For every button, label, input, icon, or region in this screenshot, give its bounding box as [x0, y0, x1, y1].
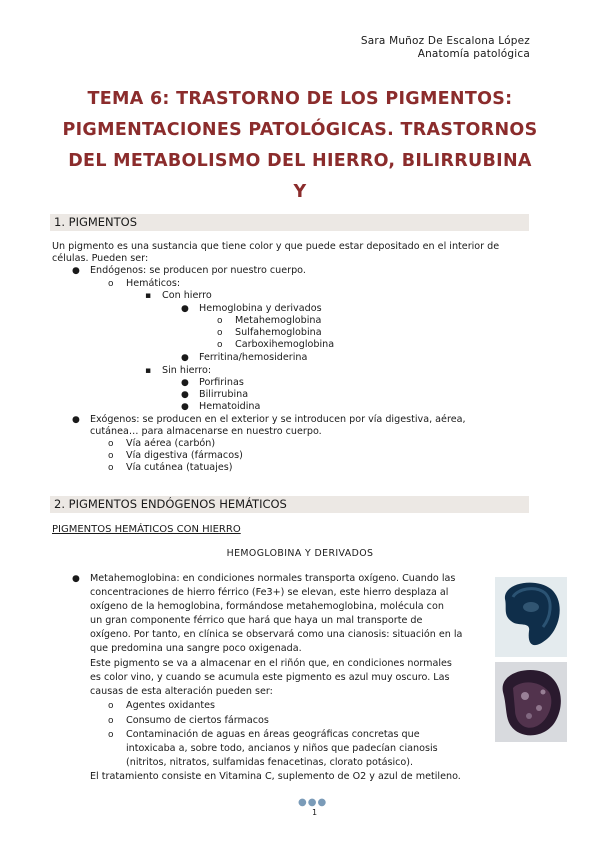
- list-item: Vía cutánea (tatuajes): [126, 462, 233, 473]
- square-bullet-icon: ▪: [145, 366, 152, 376]
- square-bullet-icon: ▪: [145, 291, 152, 301]
- list-item: Vía digestiva (fármacos): [126, 450, 243, 461]
- circle-bullet-icon: o: [108, 701, 114, 711]
- page-number: 1: [312, 808, 318, 817]
- list-item: Endógenos: se producen por nuestro cuerpo.: [90, 265, 306, 276]
- list-item: Ferritina/hemosiderina: [199, 352, 308, 363]
- text-line: El tratamiento consiste en Vitamina C, suplemento de O2 y azul de metileno.: [90, 771, 461, 782]
- list-item: Bilirrubina: [199, 389, 249, 400]
- list-item: Metahemoglobina: [235, 315, 322, 326]
- text-line: oxígeno de la hemoglobina, formándose metahemoglobina, molécula con: [90, 601, 444, 612]
- bullet-icon: ●: [181, 390, 189, 400]
- bullet-icon: ●: [181, 304, 189, 314]
- bullet-icon: ●: [181, 378, 189, 388]
- circle-bullet-icon: o: [108, 716, 114, 726]
- centered-heading: HEMOGLOBINA Y DERIVADOS: [226, 548, 374, 559]
- text-line: causas de esta alteración pueden ser:: [90, 686, 273, 697]
- circle-bullet-icon: o: [108, 279, 114, 289]
- bullet-icon: ●: [181, 402, 189, 412]
- page-dots-ornament: ●●●: [298, 797, 328, 808]
- list-item: Vía aérea (carbón): [126, 438, 216, 449]
- circle-bullet-icon: o: [217, 316, 223, 326]
- section-heading-pigmentos: 1. PIGMENTOS: [50, 214, 529, 231]
- list-item-continued: intoxicaba a, sobre todo, ancianos y niños que padecían cianosis: [126, 743, 438, 754]
- circle-bullet-icon: o: [217, 328, 223, 338]
- list-item: Con hierro: [162, 290, 212, 301]
- list-item: Hemáticos:: [126, 278, 181, 289]
- text-line: Metahemoglobina: en condiciones normales transporta oxígeno. Cuando las: [90, 573, 456, 584]
- list-item: Exógenos: se producen en el exterior y se introducen por vía digestiva, aérea,: [90, 414, 466, 425]
- title-line: PIGMENTACIONES PATOLÓGICAS. TRASTORNOS: [62, 120, 538, 140]
- list-item: Carboxihemoglobina: [235, 339, 335, 350]
- page-header: [361, 35, 530, 61]
- title-line: DEL METABOLISMO DEL HIERRO, BILIRRUBINA Y: [68, 151, 532, 202]
- text-line: Este pigmento se va a almacenar en el riñón que, en condiciones normales: [90, 658, 452, 669]
- list-item: Porfirinas: [199, 377, 244, 388]
- kidney-section-photo: [495, 662, 567, 742]
- text-line: un gran componente férrico que hará que haya un mal transporte de: [90, 615, 423, 626]
- circle-bullet-icon: o: [108, 439, 114, 449]
- circle-bullet-icon: o: [108, 730, 114, 740]
- section-heading-hematicos: 2. PIGMENTOS ENDÓGENOS HEMÁTICOS: [50, 496, 529, 513]
- list-item: Agentes oxidantes: [126, 700, 215, 711]
- list-item: Sin hierro:: [162, 365, 212, 376]
- subsection-heading: PIGMENTOS HEMÁTICOS CON HIERRO: [52, 524, 241, 535]
- bullet-icon: ●: [72, 415, 80, 425]
- title-line: TEMA 6: TRASTORNO DE LOS PIGMENTOS:: [87, 89, 513, 109]
- list-item: Contaminación de aguas en áreas geográficas concretas que: [126, 729, 420, 740]
- intro-paragraph: Un pigmento es una sustancia que tiene color y que puede estar depositado en el interior de células. Pueden ser:: [52, 241, 500, 264]
- text-line: es color vino, y cuando se acumula este pigmento es azul muy oscuro. Las: [90, 672, 450, 683]
- list-item: Hemoglobina y derivados: [199, 303, 322, 314]
- text-line: oxígeno. Por tanto, en clínica se observará como una cianosis: situación en la: [90, 629, 463, 640]
- text-line: que predomina una sangre poco oxigenada.: [90, 643, 302, 654]
- circle-bullet-icon: o: [108, 463, 114, 473]
- list-item: Consumo de ciertos fármacos: [126, 715, 269, 726]
- bullet-icon: ●: [181, 353, 189, 363]
- list-item-continued: (nitritos, nitratos, sulfamidas fenacetinas, clorato potásico).: [126, 757, 414, 768]
- author-name: Sara Muñoz De Escalona López: [360, 35, 530, 47]
- list-item: Sulfahemoglobina: [235, 327, 322, 338]
- list-item: Hematoidina: [199, 401, 261, 412]
- text-line: concentraciones de hierro férrico (Fe3+) se elevan, este hierro desplaza al: [90, 587, 449, 598]
- circle-bullet-icon: o: [108, 451, 114, 461]
- kidney-photo-blue: [495, 577, 567, 657]
- bullet-icon: ●: [72, 574, 80, 584]
- list-item-continued: cutánea… para almacenarse en nuestro cuerpo.: [90, 426, 322, 437]
- circle-bullet-icon: o: [217, 340, 223, 350]
- bullet-icon: ●: [72, 266, 80, 276]
- subject-name: Anatomía patológica: [417, 48, 530, 60]
